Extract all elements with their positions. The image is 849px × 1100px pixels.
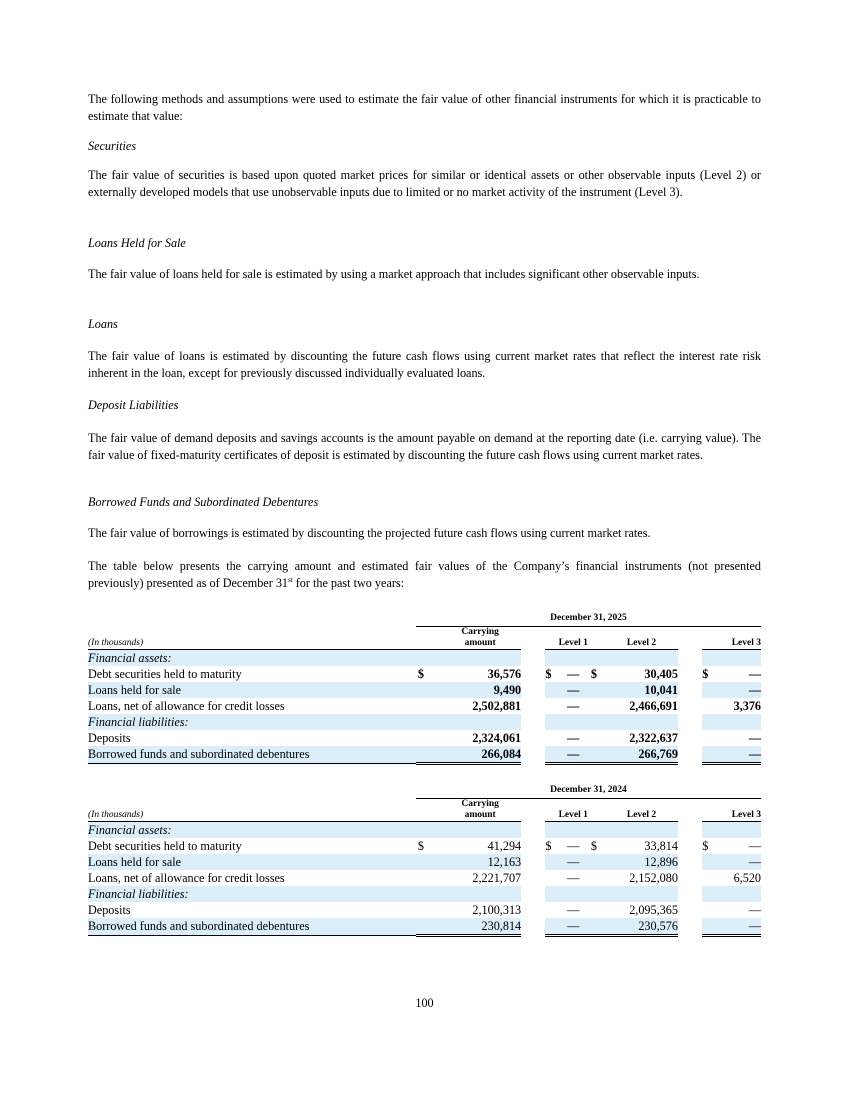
deposit-liabilities-heading: Deposit Liabilities — [88, 398, 179, 412]
period-header-2025: December 31, 2025 — [416, 610, 761, 626]
loans-paragraph: The fair value of loans is estimated by discounting the future cash flows using current market rates that reflect the interest rate risk inherent in the loan, except for previously discussed individually evaluated loans. — [88, 349, 761, 380]
units-label: (In thousands) — [88, 798, 416, 821]
table-row: Loans held for sale 9,490 — 10,041 — — [88, 682, 761, 697]
table-row: Deposits 2,100,313 — 2,095,365 — — [88, 902, 761, 917]
table-row: Debt securities held to maturity $ 41,294 $ — $ 33,814 $ — — [88, 838, 761, 853]
table-row: Debt securities held to maturity $ 36,576 $ — $ 30,405 $ — — [88, 666, 761, 681]
table-row: Borrowed funds and subordinated debentures 230,814 — 230,576 — — [88, 918, 761, 933]
table-row: Deposits 2,324,061 — 2,322,637 — — [88, 730, 761, 745]
carrying-amount-header: Carrying amount — [439, 626, 521, 649]
level1-header: Level 1 — [556, 626, 591, 649]
securities-heading: Securities — [88, 139, 137, 153]
level1-header: Level 1 — [556, 798, 591, 821]
financial-liabilities-label: Financial liabilities: — [88, 714, 416, 730]
table-intro-paragraph: The table below presents the carrying amount and estimated fair values of the Company’s financial instruments (not presented previously) presented as of December 31st for the past two years: — [88, 559, 761, 590]
intro-paragraph: The following methods and assumptions were used to estimate the fair value of other financial instruments for which it is practicable to estimate that value: — [88, 92, 761, 123]
table-row: Loans held for sale 12,163 — 12,896 — — [88, 854, 761, 869]
page-number: 100 — [415, 996, 434, 1010]
loans-held-for-sale-heading: Loans Held for Sale — [88, 236, 186, 250]
fair-value-table-2025 — [88, 610, 761, 765]
deposit-liabilities-paragraph: The fair value of demand deposits and savings accounts is the amount payable on demand at the reporting date (i.e. carrying value). The fair value of fixed-maturity certificates of deposit is estimated by discounting the future cash flows using current market rates. — [88, 431, 761, 462]
units-label: (In thousands) — [88, 626, 416, 649]
borrowed-funds-paragraph: The fair value of borrowings is estimated by discounting the projected future cash flows using current market rates. — [88, 526, 651, 540]
financial-assets-label: Financial assets: — [88, 649, 416, 666]
securities-paragraph: The fair value of securities is based upon quoted market prices for similar or identical assets or other observable inputs (Level 2) or externally developed models that use unobservable inputs due to limited or no market activity of the instrument (Level 3). — [88, 168, 761, 199]
financial-assets-label: Financial assets: — [88, 821, 416, 838]
carrying-amount-header: Carrying amount — [439, 798, 521, 821]
level3-header: Level 3 — [712, 798, 761, 821]
loans-held-for-sale-paragraph: The fair value of loans held for sale is estimated by using a market approach that includes significant other observable inputs. — [88, 267, 700, 281]
level3-header: Level 3 — [712, 626, 761, 649]
loans-heading: Loans — [88, 317, 118, 331]
financial-liabilities-label: Financial liabilities: — [88, 886, 416, 902]
table-row: Borrowed funds and subordinated debentures 266,084 — 266,769 — — [88, 746, 761, 761]
level2-header: Level 2 — [605, 626, 678, 649]
table-row: Loans, net of allowance for credit losses 2,221,707 — 2,152,080 6,520 — [88, 870, 761, 885]
borrowed-funds-heading: Borrowed Funds and Subordinated Debentures — [88, 495, 319, 509]
period-header-2024: December 31, 2024 — [416, 782, 761, 798]
fair-value-table-2024 — [88, 782, 761, 937]
level2-header: Level 2 — [605, 798, 678, 821]
table-row: Loans, net of allowance for credit losses 2,502,881 — 2,466,691 3,376 — [88, 698, 761, 713]
